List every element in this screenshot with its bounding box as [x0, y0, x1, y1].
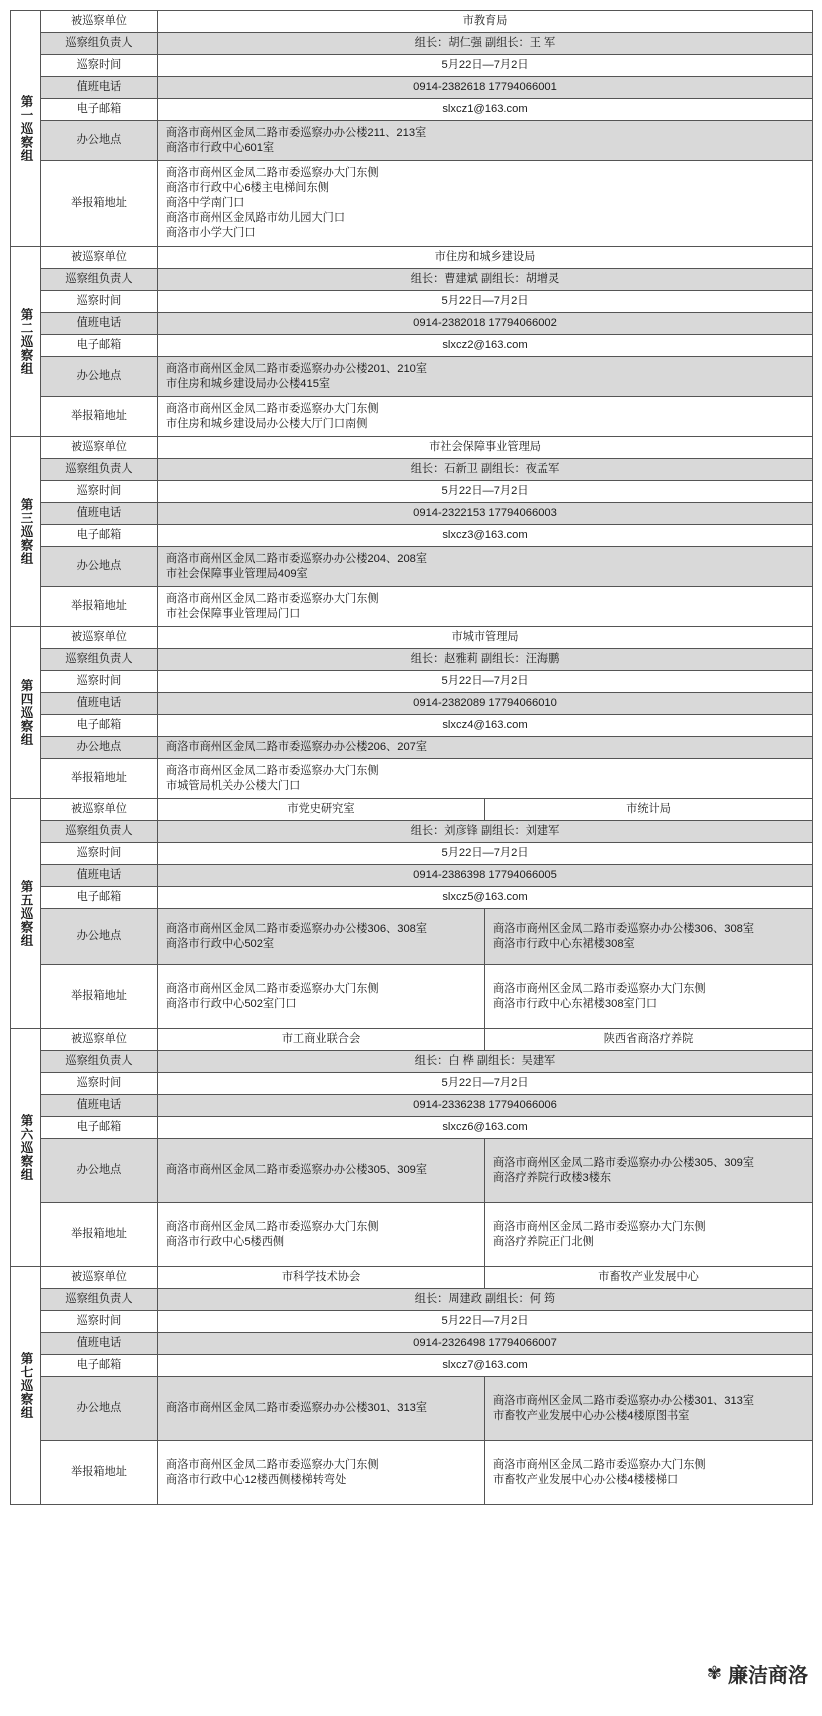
group-5-row-time [11, 843, 813, 865]
address-line: 商洛市商州区金凤二路市委巡察办办公楼306、308室 [493, 922, 755, 935]
group-1-row-leader [11, 33, 813, 55]
address-line: 商洛市商州区金凤二路市委巡察办办公楼305、309室 [166, 1164, 428, 1176]
group-2-row-box [11, 397, 813, 437]
office-address [158, 737, 813, 759]
address-line: 商洛市小学大门口 [166, 227, 256, 239]
row-label-time: 巡察时间 [41, 671, 158, 693]
row-label-leader: 巡察组负责人 [41, 649, 158, 671]
report-box-address [158, 759, 813, 799]
group-4-row-box [11, 759, 813, 799]
report-box-address [158, 965, 485, 1029]
group-2-row-unit [11, 247, 813, 269]
inspection-period: 5月22日—7月2日 [158, 481, 813, 503]
row-label-time: 巡察时间 [41, 55, 158, 77]
row-label-time: 巡察时间 [41, 1311, 158, 1333]
group-name [11, 627, 41, 799]
group-1-row-phone [11, 77, 813, 99]
address-line: 市住房和城乡建设局办公楼415室 [166, 377, 331, 390]
group-name-text: 第六巡察组 [19, 1113, 33, 1182]
group-3-row-phone [11, 503, 813, 525]
group-name [11, 1029, 41, 1267]
address-line: 商洛市行政中心5楼西侧 [166, 1235, 285, 1248]
row-label-office: 办公地点 [41, 547, 158, 587]
inspected-unit: 市教育局 [158, 11, 813, 33]
watermark-text: 廉洁商洛 [728, 1665, 808, 1687]
group-name [11, 247, 41, 437]
inspected-unit: 市科学技术协会 [158, 1267, 485, 1289]
office-address [158, 909, 485, 965]
row-label-phone: 值班电话 [41, 77, 158, 99]
report-box-address [485, 965, 813, 1029]
group-7-row-leader [11, 1289, 813, 1311]
group-2-row-email [11, 335, 813, 357]
inspected-unit: 市畜牧产业发展中心 [485, 1267, 813, 1289]
address-line: 商洛市商州区金凤二路市委巡察办大门东侧 [166, 1220, 379, 1233]
row-label-time: 巡察时间 [41, 843, 158, 865]
row-label-phone: 值班电话 [41, 865, 158, 887]
group-3-row-unit [11, 437, 813, 459]
group-6-row-leader [11, 1051, 813, 1073]
wechat-icon: ✾ [706, 1663, 722, 1683]
group-name-text: 第一巡察组 [19, 94, 33, 163]
address-line: 商洛市商州区金凤二路市委巡察办大门东侧 [166, 402, 379, 415]
group-5-row-phone [11, 865, 813, 887]
group-7-row-phone [11, 1333, 813, 1355]
address-line: 商洛市商州区金凤二路市委巡察办办公楼301、313室 [166, 1402, 428, 1414]
group-name-text: 第三巡察组 [19, 497, 33, 566]
address-line: 商洛市商州区金凤二路市委巡察办大门东侧 [166, 167, 379, 179]
row-label-phone: 值班电话 [41, 1333, 158, 1355]
inspected-unit: 市城市管理局 [158, 627, 813, 649]
report-box-address [158, 1203, 485, 1267]
group-leaders: 组长：胡仁强 副组长：王 军 [158, 33, 813, 55]
inspected-unit: 市统计局 [485, 799, 813, 821]
address-line: 商洛中学南门口 [166, 197, 245, 209]
inspection-period: 5月22日—7月2日 [158, 1073, 813, 1095]
group-3-row-box [11, 587, 813, 627]
group-5-row-box [11, 965, 813, 1029]
report-box-address [158, 1441, 485, 1505]
group-5-row-unit [11, 799, 813, 821]
group-3-row-email [11, 525, 813, 547]
group-3-row-time [11, 481, 813, 503]
group-leaders: 组长：刘彦锋 副组长：刘建军 [158, 821, 813, 843]
group-6-row-office [11, 1139, 813, 1203]
group-2-row-office [11, 357, 813, 397]
watermark [707, 1659, 808, 1688]
address-line: 商洛市商州区金凤二路市委巡察办办公楼204、208室 [166, 552, 428, 565]
row-label-phone: 值班电话 [41, 693, 158, 715]
row-label-email: 电子邮箱 [41, 335, 158, 357]
row-label-unit: 被巡察单位 [41, 1029, 158, 1051]
row-label-office: 办公地点 [41, 909, 158, 965]
email-address[interactable]: slxcz5@163.com [158, 887, 813, 909]
address-line: 商洛市商州区金凤二路市委巡察办大门东侧 [166, 982, 379, 995]
address-line: 商洛市商州区金凤二路市委巡察办办公楼206、207室 [166, 741, 428, 753]
row-label-leader: 巡察组负责人 [41, 821, 158, 843]
address-line: 市城管局机关办公楼大门口 [166, 779, 301, 792]
address-line: 商洛市商州区金凤二路市委巡察办办公楼306、308室 [166, 922, 428, 935]
group-2-row-time [11, 291, 813, 313]
row-label-time: 巡察时间 [41, 481, 158, 503]
row-label-time: 巡察时间 [41, 291, 158, 313]
group-4-row-phone [11, 693, 813, 715]
address-line: 商洛市行政中心601室 [166, 141, 275, 154]
email-address[interactable]: slxcz2@163.com [158, 335, 813, 357]
address-line: 商洛市商州区金凤二路市委巡察办大门东侧 [166, 592, 379, 605]
row-label-email: 电子邮箱 [41, 525, 158, 547]
row-label-box: 举报箱地址 [41, 965, 158, 1029]
duty-phone[interactable]: 0914-2322153 17794066003 [158, 503, 813, 525]
inspection-period: 5月22日—7月2日 [158, 291, 813, 313]
row-label-box: 举报箱地址 [41, 397, 158, 437]
address-line: 商洛市商州区金凤二路市委巡察办大门东侧 [493, 982, 706, 995]
group-4-row-unit [11, 627, 813, 649]
group-3-row-leader [11, 459, 813, 481]
email-address[interactable]: slxcz7@163.com [158, 1355, 813, 1377]
inspection-period: 5月22日—7月2日 [158, 671, 813, 693]
row-label-office: 办公地点 [41, 121, 158, 161]
group-4-row-time [11, 671, 813, 693]
email-address[interactable]: slxcz6@163.com [158, 1117, 813, 1139]
inspection-table-container [10, 10, 812, 1505]
office-address [158, 121, 813, 161]
inspected-unit: 市住房和城乡建设局 [158, 247, 813, 269]
office-address [485, 909, 813, 965]
group-leaders: 组长：白 桦 副组长：吴建军 [158, 1051, 813, 1073]
group-leaders: 组长：周建政 副组长：何 筠 [158, 1289, 813, 1311]
group-1-row-email [11, 99, 813, 121]
row-label-unit: 被巡察单位 [41, 627, 158, 649]
address-line: 市住房和城乡建设局办公楼大厅门口南侧 [166, 417, 368, 430]
row-label-unit: 被巡察单位 [41, 11, 158, 33]
address-line: 商洛市行政中心12楼西侧楼梯转弯处 [166, 1473, 347, 1486]
group-name-text: 第二巡察组 [19, 307, 33, 376]
group-1-row-time [11, 55, 813, 77]
office-address [158, 1377, 485, 1441]
address-line: 市社会保障事业管理局门口 [166, 607, 301, 620]
row-label-email: 电子邮箱 [41, 715, 158, 737]
inspected-unit: 陕西省商洛疗养院 [485, 1029, 813, 1051]
group-leaders: 组长：石新卫 副组长：夜孟军 [158, 459, 813, 481]
group-7-row-time [11, 1311, 813, 1333]
group-1-row-office [11, 121, 813, 161]
duty-phone[interactable]: 0914-2382089 17794066010 [158, 693, 813, 715]
office-address [158, 357, 813, 397]
report-box-address [158, 587, 813, 627]
row-label-office: 办公地点 [41, 737, 158, 759]
row-label-office: 办公地点 [41, 1377, 158, 1441]
address-line: 市社会保障事业管理局409室 [166, 567, 308, 580]
row-label-leader: 巡察组负责人 [41, 33, 158, 55]
group-7-row-email [11, 1355, 813, 1377]
group-name [11, 11, 41, 247]
email-address[interactable]: slxcz4@163.com [158, 715, 813, 737]
address-line: 商洛市行政中心6楼主电梯间东侧 [166, 182, 329, 194]
address-line: 商洛市商州区金凤二路市委巡察办办公楼301、313室 [493, 1394, 755, 1407]
row-label-box: 举报箱地址 [41, 759, 158, 799]
address-line: 市畜牧产业发展中心办公楼4楼楼梯口 [493, 1473, 679, 1486]
row-label-unit: 被巡察单位 [41, 1267, 158, 1289]
group-4-row-email [11, 715, 813, 737]
inspection-period: 5月22日—7月2日 [158, 55, 813, 77]
group-name [11, 1267, 41, 1505]
address-line: 商洛市商州区金凤二路市委巡察办办公楼211、213室 [166, 126, 427, 139]
group-4-row-office [11, 737, 813, 759]
duty-phone[interactable]: 0914-2326498 17794066007 [158, 1333, 813, 1355]
row-label-unit: 被巡察单位 [41, 799, 158, 821]
group-4-row-leader [11, 649, 813, 671]
group-7-row-box [11, 1441, 813, 1505]
report-box-address [158, 397, 813, 437]
row-label-time: 巡察时间 [41, 1073, 158, 1095]
group-name-text: 第七巡察组 [19, 1351, 33, 1420]
report-box-address [158, 161, 813, 247]
address-line: 商洛疗养院行政楼3楼东 [493, 1171, 612, 1184]
address-line: 商洛市商州区金凤二路市委巡察办大门东侧 [493, 1220, 706, 1233]
office-address [158, 1139, 485, 1203]
row-label-box: 举报箱地址 [41, 587, 158, 627]
group-name [11, 799, 41, 1029]
row-label-box: 举报箱地址 [41, 1441, 158, 1505]
row-label-unit: 被巡察单位 [41, 247, 158, 269]
report-box-address [485, 1441, 813, 1505]
address-line: 商洛市商州区金凤二路市委巡察办办公楼305、309室 [493, 1156, 755, 1169]
report-box-address [485, 1203, 813, 1267]
row-label-leader: 巡察组负责人 [41, 459, 158, 481]
email-address[interactable]: slxcz3@163.com [158, 525, 813, 547]
office-address [485, 1377, 813, 1441]
duty-phone[interactable]: 0914-2336238 17794066006 [158, 1095, 813, 1117]
group-6-row-box [11, 1203, 813, 1267]
group-name-text: 第四巡察组 [19, 678, 33, 747]
group-7-row-unit [11, 1267, 813, 1289]
group-1-row-unit [11, 11, 813, 33]
group-6-row-email [11, 1117, 813, 1139]
group-5-row-email [11, 887, 813, 909]
address-line: 商洛市行政中心502室 [166, 937, 275, 950]
group-5-row-leader [11, 821, 813, 843]
group-3-row-office [11, 547, 813, 587]
group-7-row-office [11, 1377, 813, 1441]
group-6-row-unit [11, 1029, 813, 1051]
duty-phone[interactable]: 0914-2386398 17794066005 [158, 865, 813, 887]
row-label-office: 办公地点 [41, 357, 158, 397]
inspection-period: 5月22日—7月2日 [158, 1311, 813, 1333]
inspected-unit: 市党史研究室 [158, 799, 485, 821]
group-name [11, 437, 41, 627]
address-line: 商洛市商州区金凤二路市委巡察办办公楼201、210室 [166, 362, 428, 375]
row-label-email: 电子邮箱 [41, 99, 158, 121]
group-6-row-time [11, 1073, 813, 1095]
address-line: 商洛市商州区金凤二路市委巡察办大门东侧 [166, 764, 379, 777]
group-2-row-phone [11, 313, 813, 335]
address-line: 商洛市行政中心502室门口 [166, 997, 297, 1010]
group-name-text: 第五巡察组 [19, 879, 33, 948]
group-1-row-box [11, 161, 813, 247]
row-label-leader: 巡察组负责人 [41, 269, 158, 291]
address-line: 市畜牧产业发展中心办公楼4楼原图书室 [493, 1409, 690, 1422]
row-label-email: 电子邮箱 [41, 1117, 158, 1139]
row-label-email: 电子邮箱 [41, 887, 158, 909]
group-2-row-leader [11, 269, 813, 291]
row-label-box: 举报箱地址 [41, 161, 158, 247]
address-line: 商洛市行政中心东裙楼308室 [493, 937, 635, 950]
email-address[interactable]: slxcz1@163.com [158, 99, 813, 121]
office-address [485, 1139, 813, 1203]
inspected-unit: 市工商业联合会 [158, 1029, 485, 1051]
inspection-period: 5月22日—7月2日 [158, 843, 813, 865]
address-line: 商洛疗养院正门北侧 [493, 1235, 594, 1248]
row-label-box: 举报箱地址 [41, 1203, 158, 1267]
duty-phone[interactable]: 0914-2382618 17794066001 [158, 77, 813, 99]
row-label-leader: 巡察组负责人 [41, 1051, 158, 1073]
group-6-row-phone [11, 1095, 813, 1117]
address-line: 商洛市商州区金凤二路市委巡察办大门东侧 [166, 1458, 379, 1471]
row-label-phone: 值班电话 [41, 1095, 158, 1117]
office-address [158, 547, 813, 587]
group-5-row-office [11, 909, 813, 965]
inspection-groups-table [10, 10, 813, 1505]
row-label-unit: 被巡察单位 [41, 437, 158, 459]
row-label-leader: 巡察组负责人 [41, 1289, 158, 1311]
address-line: 商洛市商州区金凤路市幼儿园大门口 [166, 212, 346, 224]
address-line: 商洛市行政中心东裙楼308室门口 [493, 997, 658, 1010]
row-label-email: 电子邮箱 [41, 1355, 158, 1377]
duty-phone[interactable]: 0914-2382018 17794066002 [158, 313, 813, 335]
group-leaders: 组长：曹建斌 副组长：胡增灵 [158, 269, 813, 291]
address-line: 商洛市商州区金凤二路市委巡察办大门东侧 [493, 1458, 706, 1471]
row-label-office: 办公地点 [41, 1139, 158, 1203]
group-leaders: 组长：赵雅莉 副组长：汪海鹏 [158, 649, 813, 671]
row-label-phone: 值班电话 [41, 313, 158, 335]
row-label-phone: 值班电话 [41, 503, 158, 525]
inspected-unit: 市社会保障事业管理局 [158, 437, 813, 459]
